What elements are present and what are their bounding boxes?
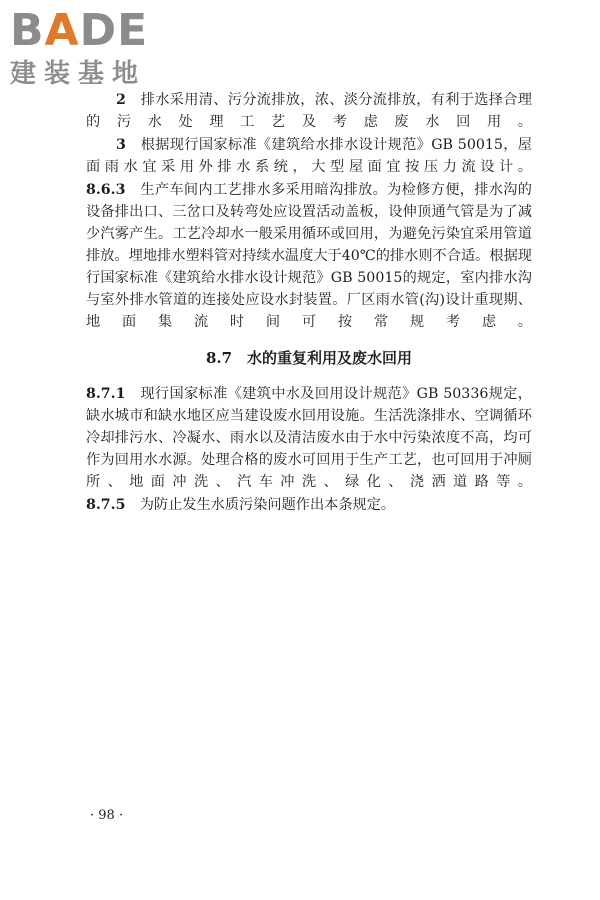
page-content xyxy=(86,89,532,517)
clause-paragraph: 3 根据现行国家标准《建筑给水排水设计规范》GB 50015，屋面雨水宜采用外排水系统，大型屋面宜按压力流设计。 xyxy=(86,137,532,175)
clause-paragraph: 8.7.1 现行国家标准《建筑中水及回用设计规范》GB 50336规定，缺水城市和缺水地区应当建设废水回用设施。生活洗涤排水、空调循环冷却排污水、冷凝水、雨水以及清洁废水由于水中污染浓度不高，均可作为回用水水源。处理合格的废水可回用于生产工艺，也可回用于冲厕所、地面冲洗、汽车冲洗、绿化、浇洒道路等。 xyxy=(86,386,532,490)
logo-brand: BADE xyxy=(10,5,149,56)
bade-logo xyxy=(10,6,180,88)
clause-paragraph: 2 排水采用清、污分流排放，浓、淡分流排放，有利于选择合理的污水处理工艺及考虑废水回用。 xyxy=(86,92,532,130)
clause-paragraph: 8.7.5 为防止发生水质污染问题作出本条规定。 xyxy=(86,497,396,513)
section-title: 8.7 水的重复利用及废水回用 xyxy=(205,349,413,367)
clause-paragraph: 8.6.3 生产车间内工艺排水多采用暗沟排放。为检修方便，排水沟的设备排出口、三岔口及转弯处应设置活动盖板，设伸顶通气管是为了减少汽雾产生。工艺冷却水一般采用循环或回用，为避免污染宜采用管道排放。埋地排水塑料管对持续水温度大于40℃的排水则不合适。根据现行国家标准《建筑给水排水设计规范》GB 50015的规定，室内排水沟与室外排水管道的连接处应设水封装置。厂区雨水管(沟)设计重现期、地面集流时间可按常规考虑。 xyxy=(86,182,532,330)
page-number: · 98 · xyxy=(90,808,124,823)
logo-subtitle: 建装基地 xyxy=(10,59,147,89)
